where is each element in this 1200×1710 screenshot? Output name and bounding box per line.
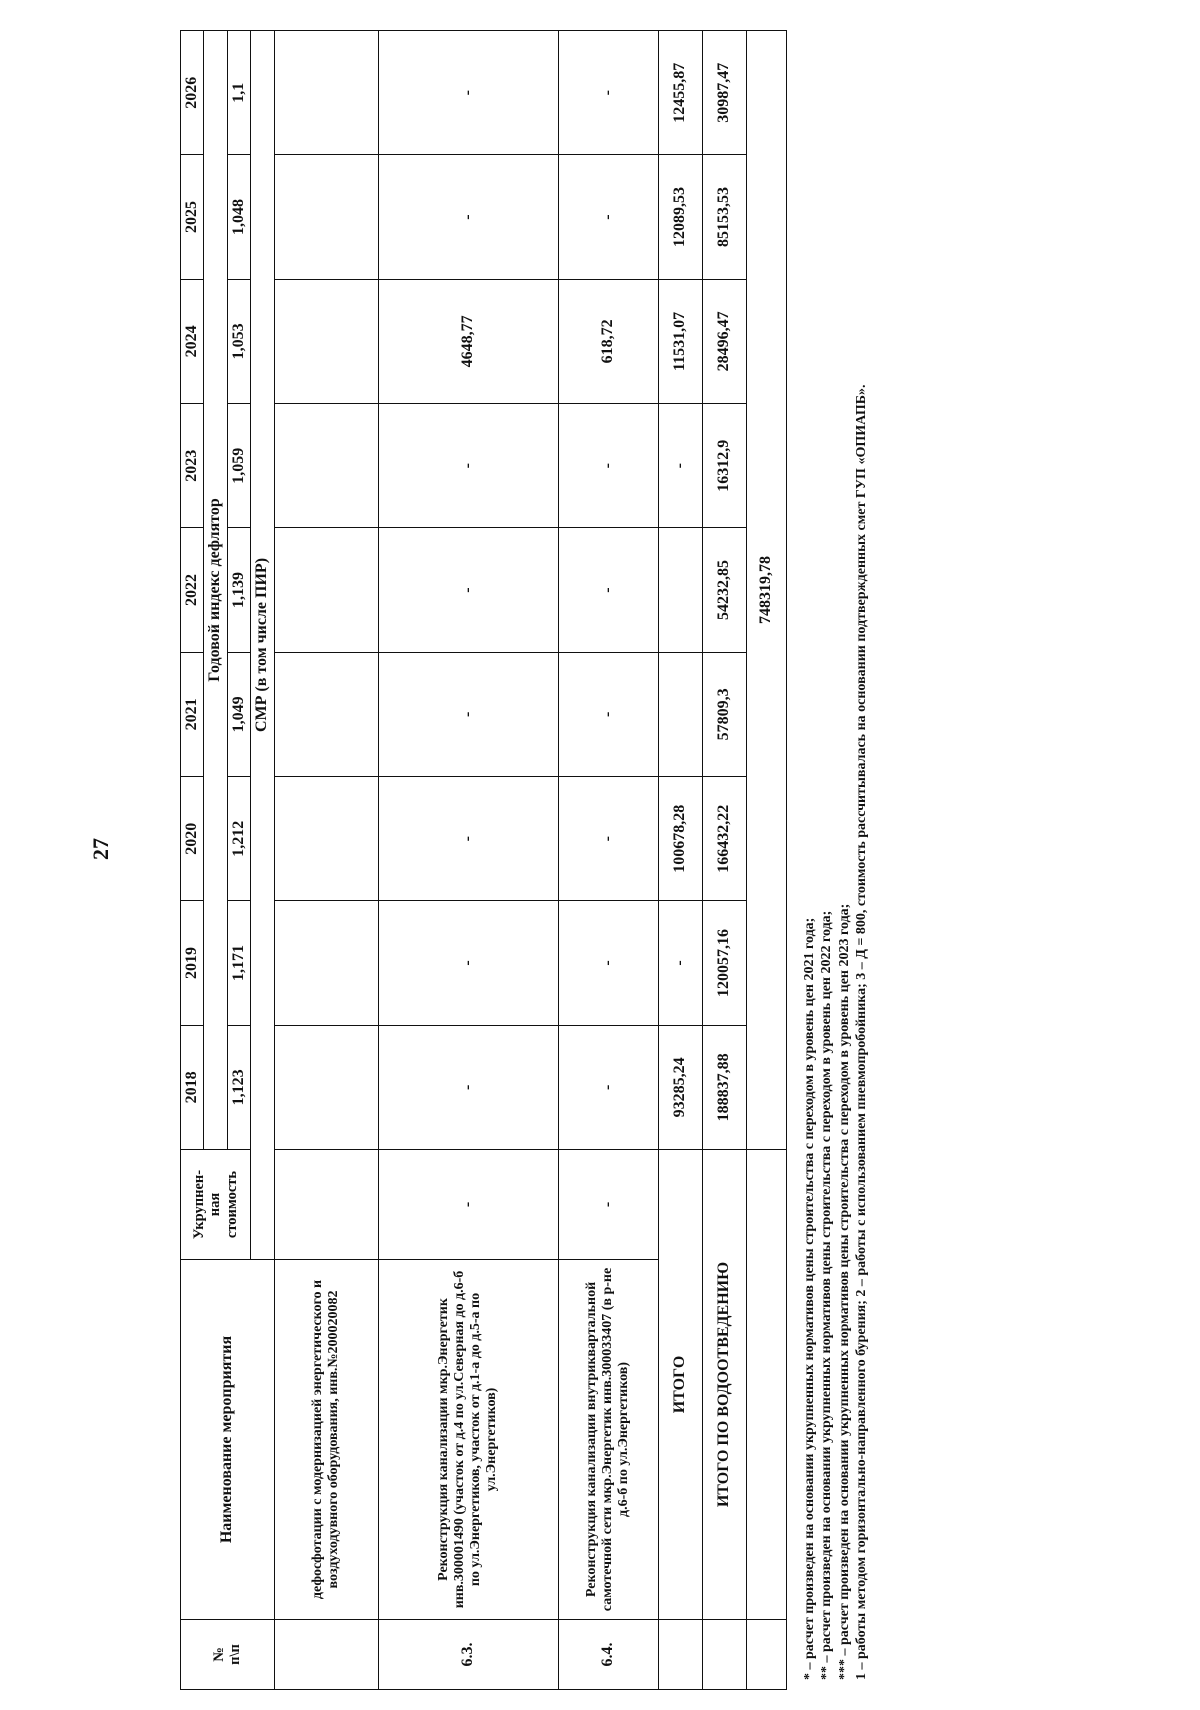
footnote: ** – расчет произведен на основании укрупненных нормативов цены строительства с переходом в уровень цен 2022 года; bbox=[819, 910, 835, 1680]
deflator-value: 1,053 bbox=[227, 279, 250, 403]
total-row bbox=[658, 31, 702, 1690]
header-name: Наименование мероприятия bbox=[181, 1260, 275, 1620]
row-value: - bbox=[378, 155, 558, 279]
total-num-cell bbox=[658, 1620, 702, 1690]
total-value bbox=[658, 528, 702, 652]
deflator-value: 1,049 bbox=[227, 652, 250, 776]
row-value bbox=[274, 155, 378, 279]
row-value: 618,72 bbox=[558, 279, 658, 403]
deflator-value: 1,212 bbox=[227, 777, 250, 901]
total-value: 12455,87 bbox=[658, 31, 702, 155]
grand-total-row bbox=[702, 31, 746, 1690]
row-value: - bbox=[558, 652, 658, 776]
row-num: 6.4. bbox=[558, 1620, 658, 1690]
header-year: 2025 bbox=[181, 155, 204, 279]
header-num: № п\п bbox=[181, 1620, 275, 1690]
total-value: - bbox=[658, 404, 702, 528]
row-cost: - bbox=[558, 1150, 658, 1260]
grand-total-value: 30987,47 bbox=[702, 31, 746, 155]
header-year: 2021 bbox=[181, 652, 204, 776]
header-year: 2019 bbox=[181, 901, 204, 1025]
footnote: 1 – работы методом горизонтально-направленного бурения; 2 – работы с использованием пневмопробойника; 3 – Д = 800, стоимость рассчитывалась на основании подтвержденных смет ГУП «ОПИАПБ». bbox=[854, 384, 870, 1680]
rotated-sheet bbox=[180, 30, 1080, 1690]
row-cost bbox=[274, 1150, 378, 1260]
overall-total-row bbox=[746, 31, 786, 1690]
header-row-years bbox=[181, 31, 204, 1690]
row-value bbox=[274, 1025, 378, 1149]
deflator-value: 1,171 bbox=[227, 901, 250, 1025]
row-value: - bbox=[378, 901, 558, 1025]
footnotes bbox=[801, 30, 871, 1690]
row-value: - bbox=[558, 1025, 658, 1149]
table-row bbox=[274, 31, 378, 1690]
total-value: - bbox=[658, 901, 702, 1025]
deflator-value: 1,123 bbox=[227, 1025, 250, 1149]
grand-total-value: 85153,53 bbox=[702, 155, 746, 279]
row-value: - bbox=[378, 404, 558, 528]
deflator-value: 1,048 bbox=[227, 155, 250, 279]
row-value bbox=[274, 901, 378, 1025]
header-cost: Укрупнен- ная стоимость bbox=[181, 1150, 251, 1260]
header-year: 2022 bbox=[181, 528, 204, 652]
grand-total-value: 57809,3 bbox=[702, 652, 746, 776]
grand-total-value: 120057,16 bbox=[702, 901, 746, 1025]
row-value: - bbox=[558, 901, 658, 1025]
grand-total-value: 28496,47 bbox=[702, 279, 746, 403]
row-num bbox=[274, 1620, 378, 1690]
row-value: - bbox=[378, 528, 558, 652]
row-cost: - bbox=[378, 1150, 558, 1260]
grand-total-value: 16312,9 bbox=[702, 404, 746, 528]
total-value bbox=[658, 652, 702, 776]
deflator-value: 1,139 bbox=[227, 528, 250, 652]
total-label: ИТОГО bbox=[658, 1150, 702, 1620]
page-number: 27 bbox=[88, 838, 113, 860]
header-year: 2020 bbox=[181, 777, 204, 901]
row-value: - bbox=[558, 777, 658, 901]
overall-total-num-cell bbox=[746, 1620, 786, 1690]
header-year: 2024 bbox=[181, 279, 204, 403]
row-value bbox=[274, 528, 378, 652]
deflator-value: 1,1 bbox=[227, 31, 250, 155]
row-value: 4648,77 bbox=[378, 279, 558, 403]
row-value bbox=[274, 279, 378, 403]
deflator-label: Годовой индекс дефлятор bbox=[204, 31, 227, 1150]
footnote: * – расчет произведен на основании укрупненных нормативов цены строительства с переходом в уровень цен 2021 года; bbox=[801, 917, 817, 1680]
smr-label: СМР (в том числе ПИР) bbox=[251, 31, 274, 1260]
row-value: - bbox=[378, 1025, 558, 1149]
grand-total-value: 188837,88 bbox=[702, 1025, 746, 1149]
row-value bbox=[274, 404, 378, 528]
total-value: 93285,24 bbox=[658, 1025, 702, 1149]
investment-table bbox=[180, 30, 787, 1690]
row-name: дефосфотации с модернизацией энергетического и воздуходувного оборудования, инв.№200020082 bbox=[274, 1260, 378, 1620]
table-row bbox=[558, 31, 658, 1690]
row-value: - bbox=[378, 777, 558, 901]
table-row bbox=[378, 31, 558, 1690]
deflator-value: 1,059 bbox=[227, 404, 250, 528]
header-year: 2018 bbox=[181, 1025, 204, 1149]
row-value bbox=[274, 777, 378, 901]
grand-total-value: 54232,85 bbox=[702, 528, 746, 652]
row-value: - bbox=[558, 528, 658, 652]
row-value bbox=[274, 31, 378, 155]
header-year: 2023 bbox=[181, 404, 204, 528]
overall-total-value: 748319,78 bbox=[746, 31, 786, 1150]
row-num: 6.3. bbox=[378, 1620, 558, 1690]
row-value: - bbox=[558, 404, 658, 528]
overall-total-empty-cell bbox=[746, 1150, 786, 1620]
row-value: - bbox=[558, 155, 658, 279]
row-name: Реконструкция канализации внутриквартальной самотечной сети мкр.Энергетик инв.300033407 (в р-не д.6-б по ул.Энергетиков) bbox=[558, 1260, 658, 1620]
total-value: 100678,28 bbox=[658, 777, 702, 901]
row-value: - bbox=[378, 652, 558, 776]
grand-total-value: 166432,22 bbox=[702, 777, 746, 901]
row-name: Реконструкция канализации мкр.Энергетик инв.300001490 (участок от д.4 по ул.Северная до д.6-б по ул.Энергетиков, участок от д.1-а до д.5-а по ул.Энергетиков) bbox=[378, 1260, 558, 1620]
row-value: - bbox=[558, 31, 658, 155]
total-value: 12089,53 bbox=[658, 155, 702, 279]
grand-total-num-cell bbox=[702, 1620, 746, 1690]
row-value: - bbox=[378, 31, 558, 155]
total-value: 11531,07 bbox=[658, 279, 702, 403]
header-year: 2026 bbox=[181, 31, 204, 155]
footnote: *** – расчет произведен на основании укрупненных нормативов цены строительства с переходом в уровень цен 2023 года; bbox=[836, 903, 852, 1680]
row-value bbox=[274, 652, 378, 776]
grand-total-label: ИТОГО ПО ВОДООТВЕДЕНИЮ bbox=[702, 1150, 746, 1620]
